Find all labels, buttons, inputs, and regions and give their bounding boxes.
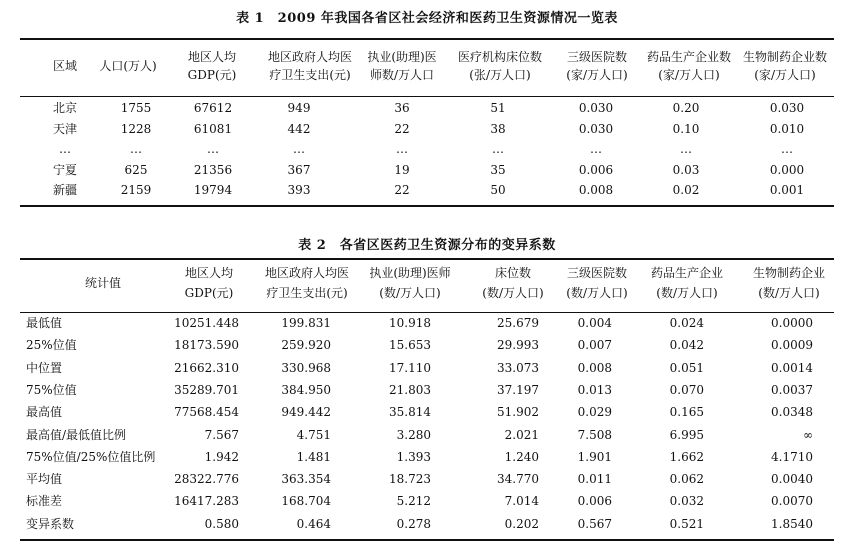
table2-header-col1-line1: GDP(元)	[184, 286, 234, 300]
table2-row7-cell4: 34.770	[497, 472, 539, 487]
table1-row3-cell2: 21356	[193, 162, 233, 177]
table2-row9-cell5: 0.567	[577, 516, 612, 531]
table2-row2-cell0: 中位置	[26, 360, 63, 375]
table2-row5-cell2: 4.751	[296, 427, 331, 442]
table1-row0-cell0: 北京	[52, 101, 78, 115]
table1-bottom-rule	[20, 205, 834, 207]
table1-header-col5-line1: (张/万人口)	[469, 68, 531, 82]
table2-row1-cell3: 15.653	[389, 338, 431, 353]
table1-header-col8-line1: (家/万人口)	[754, 68, 816, 82]
table1-row1-cell2: 61081	[193, 121, 233, 136]
table1-header-col2-line1: GDP(元)	[187, 68, 237, 82]
table1-row4-cell7: 0.02	[672, 183, 700, 197]
table1-row0-cell3: 949	[287, 101, 311, 115]
table2-row4-cell4: 51.902	[497, 405, 539, 420]
table2-row4-cell5: 0.029	[577, 405, 612, 420]
table2-row4-cell0: 最高值	[26, 405, 63, 420]
table2-row2-cell6: 0.051	[669, 360, 704, 375]
table2-row3-cell1: 35289.701	[174, 382, 239, 397]
table2-row5-cell3: 3.280	[396, 427, 431, 442]
table1-header-col4-line1: 师数/万人口	[369, 68, 435, 82]
table2-row9-cell0: 变异系数	[26, 516, 75, 531]
table2-header-col2-line0: 地区政府人均医	[264, 266, 350, 280]
table1-row1-cell8: 0.010	[769, 121, 805, 136]
table2-row2-cell4: 33.073	[497, 360, 539, 375]
table2-header-col5-line0: 三级医院数	[566, 266, 628, 280]
table2-row7-cell6: 0.062	[669, 472, 704, 487]
table2-header-col4-line0: 床位数	[494, 266, 532, 280]
table2-row8-cell6: 0.032	[669, 494, 704, 509]
table2-row7-cell3: 18.723	[389, 472, 431, 487]
table2-row7-cell7: 0.0040	[771, 472, 813, 487]
table1-row3-cell4: 19	[394, 162, 410, 177]
table2-row1-cell2: 259.920	[281, 338, 331, 353]
table1-header-col6-line1: (家/万人口)	[566, 68, 628, 82]
table1-row0-cell5: 51	[490, 101, 506, 115]
table1-top-rule	[20, 38, 834, 40]
table1-row2-cell7: …	[680, 142, 692, 156]
table2-caption: 表 2 各省区医药卫生资源分布的变异系数	[298, 238, 556, 253]
table1-header-col8-line0: 生物制药企业数	[742, 50, 828, 64]
table1-header-col6-line0: 三级医院数	[566, 50, 628, 64]
table2-row1-cell0: 25%位值	[26, 338, 77, 353]
table1-row4-cell3: 393	[287, 183, 311, 197]
table2-row3-cell2: 384.950	[281, 382, 331, 397]
table2-row8-cell4: 7.014	[504, 494, 539, 509]
table2-row3-cell0: 75%位值	[26, 382, 77, 397]
table2-row2-cell3: 17.110	[389, 360, 431, 375]
table2-row8-cell0: 标准差	[26, 494, 63, 509]
table2-row4-cell2: 949.442	[281, 405, 331, 420]
table1-row2-cell2: …	[207, 142, 219, 156]
table2-row3-cell3: 21.803	[389, 382, 431, 397]
table2-row8-cell2: 168.704	[281, 494, 331, 509]
table2-header-col6-line1: (数/万人口)	[656, 286, 718, 300]
table2-row6-cell7: 4.1710	[771, 449, 813, 464]
table2-row9-cell1: 0.580	[204, 516, 239, 531]
table1-row1-cell6: 0.030	[578, 121, 614, 136]
table2-row8-cell7: 0.0070	[771, 494, 813, 509]
table2-header-col2-line1: 疗卫生支出(元)	[266, 286, 348, 300]
table2-row1-cell7: 0.0009	[771, 338, 813, 353]
table2-row3-cell7: 0.0037	[771, 382, 813, 397]
table1-header-col3-line0: 地区政府人均医	[267, 50, 353, 64]
table2-row2-cell1: 21662.310	[174, 360, 239, 375]
table2-row5-cell0: 最高值/最低值比例	[26, 427, 127, 442]
table2-row5-cell4: 2.021	[504, 427, 539, 442]
table1-header-col0-line0: 区域	[52, 59, 78, 73]
table1-header-col7-line1: (家/万人口)	[658, 68, 720, 82]
table2-row3-cell5: 0.013	[577, 382, 612, 397]
table1-header-col1-line0: 人口(万人)	[99, 59, 157, 73]
table2-row9-cell6: 0.521	[669, 516, 704, 531]
table1-row3-cell0: 宁夏	[52, 162, 78, 177]
table1-row4-cell5: 50	[490, 183, 506, 197]
table2-header-col0-line0: 统计值	[84, 276, 122, 290]
table2-row6-cell0: 75%位值/25%位值比例	[26, 449, 156, 464]
table2-header-col3-line1: (数/万人口)	[379, 286, 441, 300]
table2-header-col5-line1: (数/万人口)	[566, 286, 628, 300]
table1-row0-cell6: 0.030	[578, 101, 614, 115]
table2-row4-cell6: 0.165	[669, 405, 704, 420]
table1-row0-cell2: 67612	[193, 101, 233, 115]
table2-row2-cell5: 0.008	[577, 360, 612, 375]
table2-row9-cell3: 0.278	[396, 516, 431, 531]
table2-row5-cell6: 6.995	[669, 427, 704, 442]
table2-bottom-rule	[20, 539, 834, 541]
table1-row2-cell0: …	[59, 142, 71, 156]
table2-row8-cell1: 16417.283	[174, 494, 239, 509]
table2-row6-cell5: 1.901	[577, 449, 612, 464]
table2-header-col7-line0: 生物制药企业	[752, 266, 826, 280]
table2-top-rule	[20, 258, 834, 260]
table1-row4-cell1: 2159	[120, 183, 152, 197]
table1-row3-cell1: 625	[124, 162, 148, 177]
table2-header-col3-line0: 执业(助理)医师	[369, 266, 451, 280]
table2-header-rule	[20, 312, 834, 313]
table1-row3-cell7: 0.03	[672, 162, 700, 177]
table2-row7-cell2: 363.354	[281, 472, 331, 487]
table1-caption: 表 1 2009 年我国各省区社会经济和医药卫生资源情况一览表	[236, 11, 618, 26]
table2-row6-cell6: 1.662	[669, 449, 704, 464]
table2-row2-cell2: 330.968	[281, 360, 331, 375]
table2-row1-cell1: 18173.590	[174, 338, 239, 353]
table1-header-col3-line1: 疗卫生支出(元)	[269, 68, 351, 82]
table1-header-col7-line0: 药品生产企业数	[646, 50, 732, 64]
table1-row0-cell1: 1755	[120, 101, 152, 115]
table2-row0-cell1: 10251.448	[174, 316, 239, 330]
table1-row2-cell1: …	[130, 142, 142, 156]
table2-header-col1-line0: 地区人均	[184, 266, 234, 280]
table2-row2-cell7: 0.0014	[771, 360, 813, 375]
table2-row9-cell2: 0.464	[296, 516, 331, 531]
table2-row0-cell7: 0.0000	[771, 316, 813, 330]
table1-row4-cell2: 19794	[193, 183, 233, 197]
table1-header-rule	[20, 96, 834, 97]
table2-header-col4-line1: (数/万人口)	[482, 286, 544, 300]
table2-row9-cell4: 0.202	[504, 516, 539, 531]
table2-row6-cell3: 1.393	[396, 449, 431, 464]
table2-row4-cell1: 77568.454	[174, 405, 239, 420]
table2-row0-cell2: 199.831	[281, 316, 331, 330]
table2-header-col6-line0: 药品生产企业	[650, 266, 724, 280]
table2-row5-cell5: 7.508	[577, 427, 612, 442]
table2-row1-cell5: 0.007	[577, 338, 612, 353]
table2-row0-cell4: 25.679	[497, 316, 539, 330]
table2-row0-cell5: 0.004	[577, 316, 612, 330]
table1-row4-cell4: 22	[394, 183, 410, 197]
table1-row2-cell4: …	[396, 142, 408, 156]
table2-row7-cell0: 平均值	[26, 472, 63, 487]
table2-row0-cell6: 0.024	[669, 316, 704, 330]
table1-row3-cell3: 367	[287, 162, 311, 177]
table2-row1-cell4: 29.993	[497, 338, 539, 353]
table1-row3-cell6: 0.006	[578, 162, 614, 177]
table2-row7-cell5: 0.011	[577, 472, 612, 487]
table1-row1-cell5: 38	[490, 121, 506, 136]
table1-row2-cell6: …	[590, 142, 602, 156]
table2-row1-cell6: 0.042	[669, 338, 704, 353]
table1-row1-cell3: 442	[287, 121, 311, 136]
table2-row0-cell0: 最低值	[26, 316, 63, 330]
table1-row1-cell7: 0.10	[672, 121, 700, 136]
table1-header-col2-line0: 地区人均	[187, 50, 237, 64]
table2-row6-cell2: 1.481	[296, 449, 331, 464]
table1-row4-cell6: 0.008	[578, 183, 614, 197]
table1-row1-cell0: 天津	[52, 121, 78, 136]
table2-row3-cell6: 0.070	[669, 382, 704, 397]
table1-row3-cell8: 0.000	[769, 162, 805, 177]
table2-header-col7-line1: (数/万人口)	[758, 286, 820, 300]
table2-row7-cell1: 28322.776	[174, 472, 239, 487]
table1-row1-cell1: 1228	[120, 121, 152, 136]
table2-row8-cell5: 0.006	[577, 494, 612, 509]
table1-header-col5-line0: 医疗机构床位数	[457, 50, 543, 64]
table1-row4-cell0: 新疆	[52, 183, 78, 197]
table2-row6-cell1: 1.942	[204, 449, 239, 464]
table1-row2-cell8: …	[781, 142, 793, 156]
table2-row5-cell1: 7.567	[204, 427, 239, 442]
table2-row0-cell3: 10.918	[389, 316, 431, 330]
table1-row0-cell4: 36	[394, 101, 410, 115]
table1-row1-cell4: 22	[394, 121, 410, 136]
table2-row8-cell3: 5.212	[396, 494, 431, 509]
table1-row0-cell8: 0.030	[769, 101, 805, 115]
table1-row2-cell5: …	[492, 142, 504, 156]
table2-row5-cell7: ∞	[803, 427, 813, 442]
table1-header-col4-line0: 执业(助理)医	[367, 50, 437, 64]
table1-row3-cell5: 35	[490, 162, 506, 177]
table2-row9-cell7: 1.8540	[771, 516, 813, 531]
table1-row2-cell3: …	[293, 142, 305, 156]
table1-row0-cell7: 0.20	[672, 101, 700, 115]
table2-row3-cell4: 37.197	[497, 382, 539, 397]
table2-row4-cell3: 35.814	[389, 405, 431, 420]
table2-row4-cell7: 0.0348	[771, 405, 813, 420]
table1-row4-cell8: 0.001	[769, 183, 805, 197]
table2-row6-cell4: 1.240	[504, 449, 539, 464]
